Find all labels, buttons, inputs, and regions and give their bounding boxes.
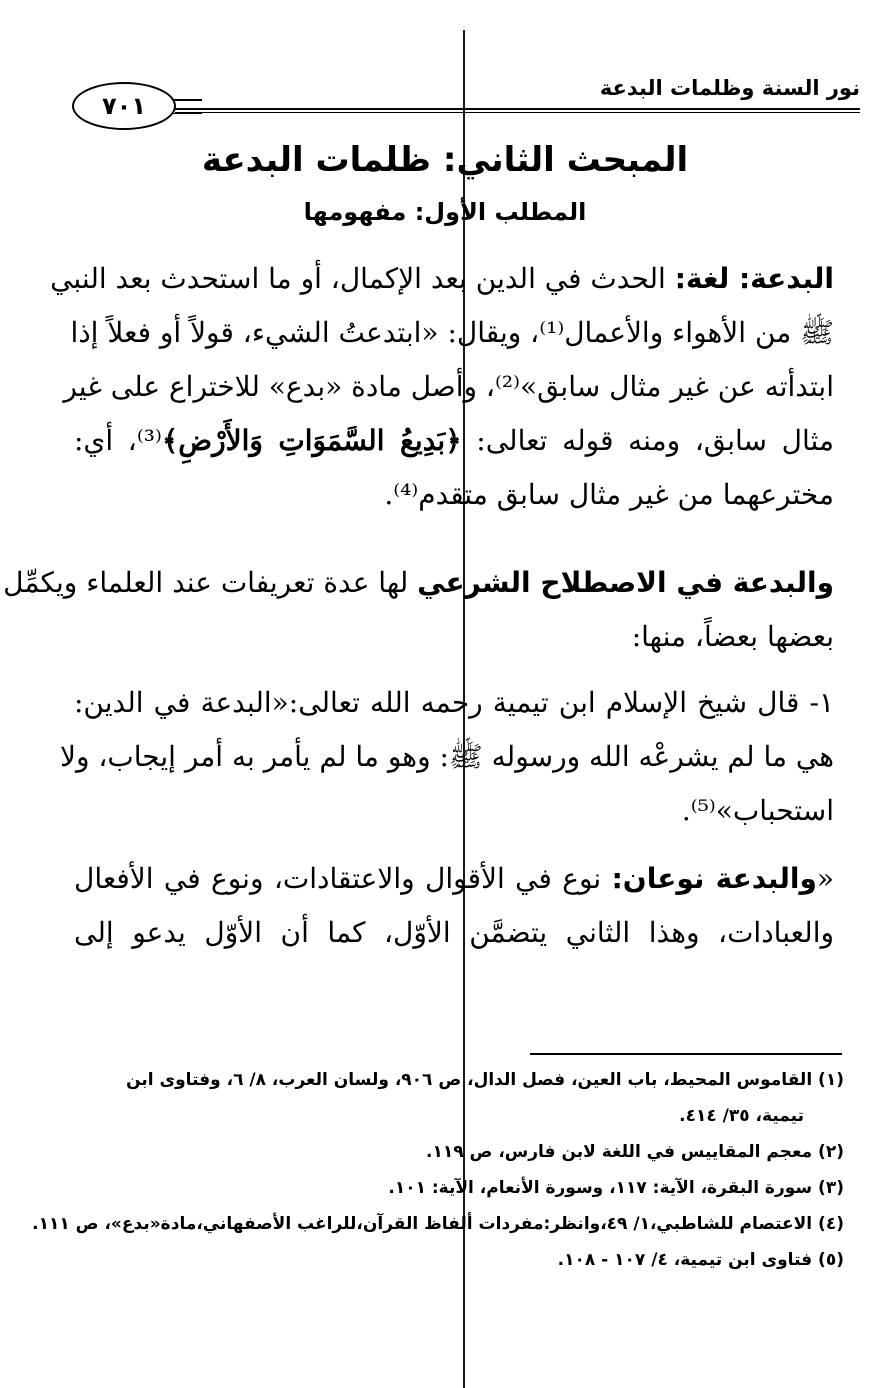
- paragraph-technical-definition: [3, 556, 834, 664]
- text-line: استحباب»⁽⁵⁾.: [681, 794, 834, 827]
- text-line: [74, 852, 834, 906]
- footnote-1-continuation: تيمية، ٣٥/ ٤١٤.: [679, 1106, 804, 1126]
- text-run: «: [816, 862, 834, 895]
- footnote-separator: [530, 1053, 842, 1055]
- text-line: [74, 414, 834, 468]
- text-run: نوع في الأقوال والاعتقادات، ونوع في الأفعال: [74, 862, 612, 895]
- paragraph-linguistic-definition: [50, 252, 834, 522]
- running-header: [60, 68, 860, 128]
- text-run: ⁽³⁾، أي:: [74, 424, 162, 457]
- page-number: ٧٠١: [102, 92, 146, 120]
- text-line: هي ما لم يشرعْه الله ورسوله ﷺ: وهو ما لم يأمر به أمر إيجاب، ولا: [59, 740, 834, 773]
- page-number-badge: [72, 82, 176, 130]
- footnote-4: (٤) الاعتصام للشاطبي،١/ ٤٩،وانظر:مفردات ألفاظ القرآن،للراغب الأصفهاني،مادة«بدع»، ص ١١١.: [32, 1214, 844, 1234]
- text-line: والعبادات، وهذا الثاني يتضمَّن الأوّل، كما أن الأوّل يدعو إلى: [74, 916, 834, 949]
- text-line: ١- قال شيخ الإسلام ابن تيمية رحمه الله تعالى:«البدعة في الدين:: [74, 686, 834, 719]
- footnote-2: (٢) معجم المقاييس في اللغة لابن فارس، ص ١١٩.: [426, 1142, 844, 1162]
- text-run: لها عدة تعريفات عند العلماء ويكمِّل: [3, 566, 418, 599]
- bold-term: والبدعة نوعان:: [611, 862, 817, 895]
- text-line: ابتدأته عن غير مثال سابق»⁽²⁾، وأصل مادة «بدع» للاختراع على غير: [63, 370, 834, 403]
- subsection-title: المطلب الأول: مفهومها: [303, 198, 587, 226]
- text-run: مثال سابق، ومنه قوله تعالى:: [461, 424, 834, 457]
- quran-verse: ﴿بَدِيعُ السَّمَوَاتِ وَالأَرْضِ﴾: [161, 424, 462, 457]
- bold-term: البدعة: لغة:: [674, 262, 834, 295]
- footnote-1: (١) القاموس المحيط، باب العين، فصل الدال، ص ٩٠٦، ولسان العرب، ٨/ ٦، وفتاوى ابن: [126, 1070, 844, 1090]
- text-line: [50, 252, 834, 306]
- text-line: مخترعهما من غير مثال سابق متقدم⁽⁴⁾.: [384, 478, 834, 511]
- footnote-3: (٣) سورة البقرة، الآية: ١١٧، وسورة الأنعام، الآية: ١٠١.: [388, 1178, 844, 1198]
- header-rule-thin: [175, 112, 860, 113]
- paragraph-ibn-taymiyyah-quote: [59, 676, 834, 838]
- bold-term: والبدعة في الاصطلاح الشرعي: [417, 566, 834, 599]
- paragraph-types-of-bidah: [74, 852, 834, 960]
- footnotes: [32, 1062, 844, 1278]
- text-line: [3, 556, 834, 610]
- running-title: نور السنة وظلمات البدعة: [599, 76, 860, 100]
- oval-connector: [172, 99, 202, 114]
- text-run: الحدث في الدين بعد الإكمال، أو ما استحدث بعد النبي: [50, 262, 675, 295]
- text-line: بعضها بعضاً، منها:: [631, 620, 834, 653]
- header-rule: [175, 108, 860, 110]
- text-line: ﷺ من الأهواء والأعمال⁽¹⁾، ويقال: «ابتدعتُ الشيء، قولاً أو فعلاً إذا: [70, 316, 834, 349]
- section-title: المبحث الثاني: ظلمات البدعة: [201, 140, 689, 180]
- footnote-5: (٥) فتاوى ابن تيمية، ٤/ ١٠٧ - ١٠٨.: [557, 1250, 844, 1270]
